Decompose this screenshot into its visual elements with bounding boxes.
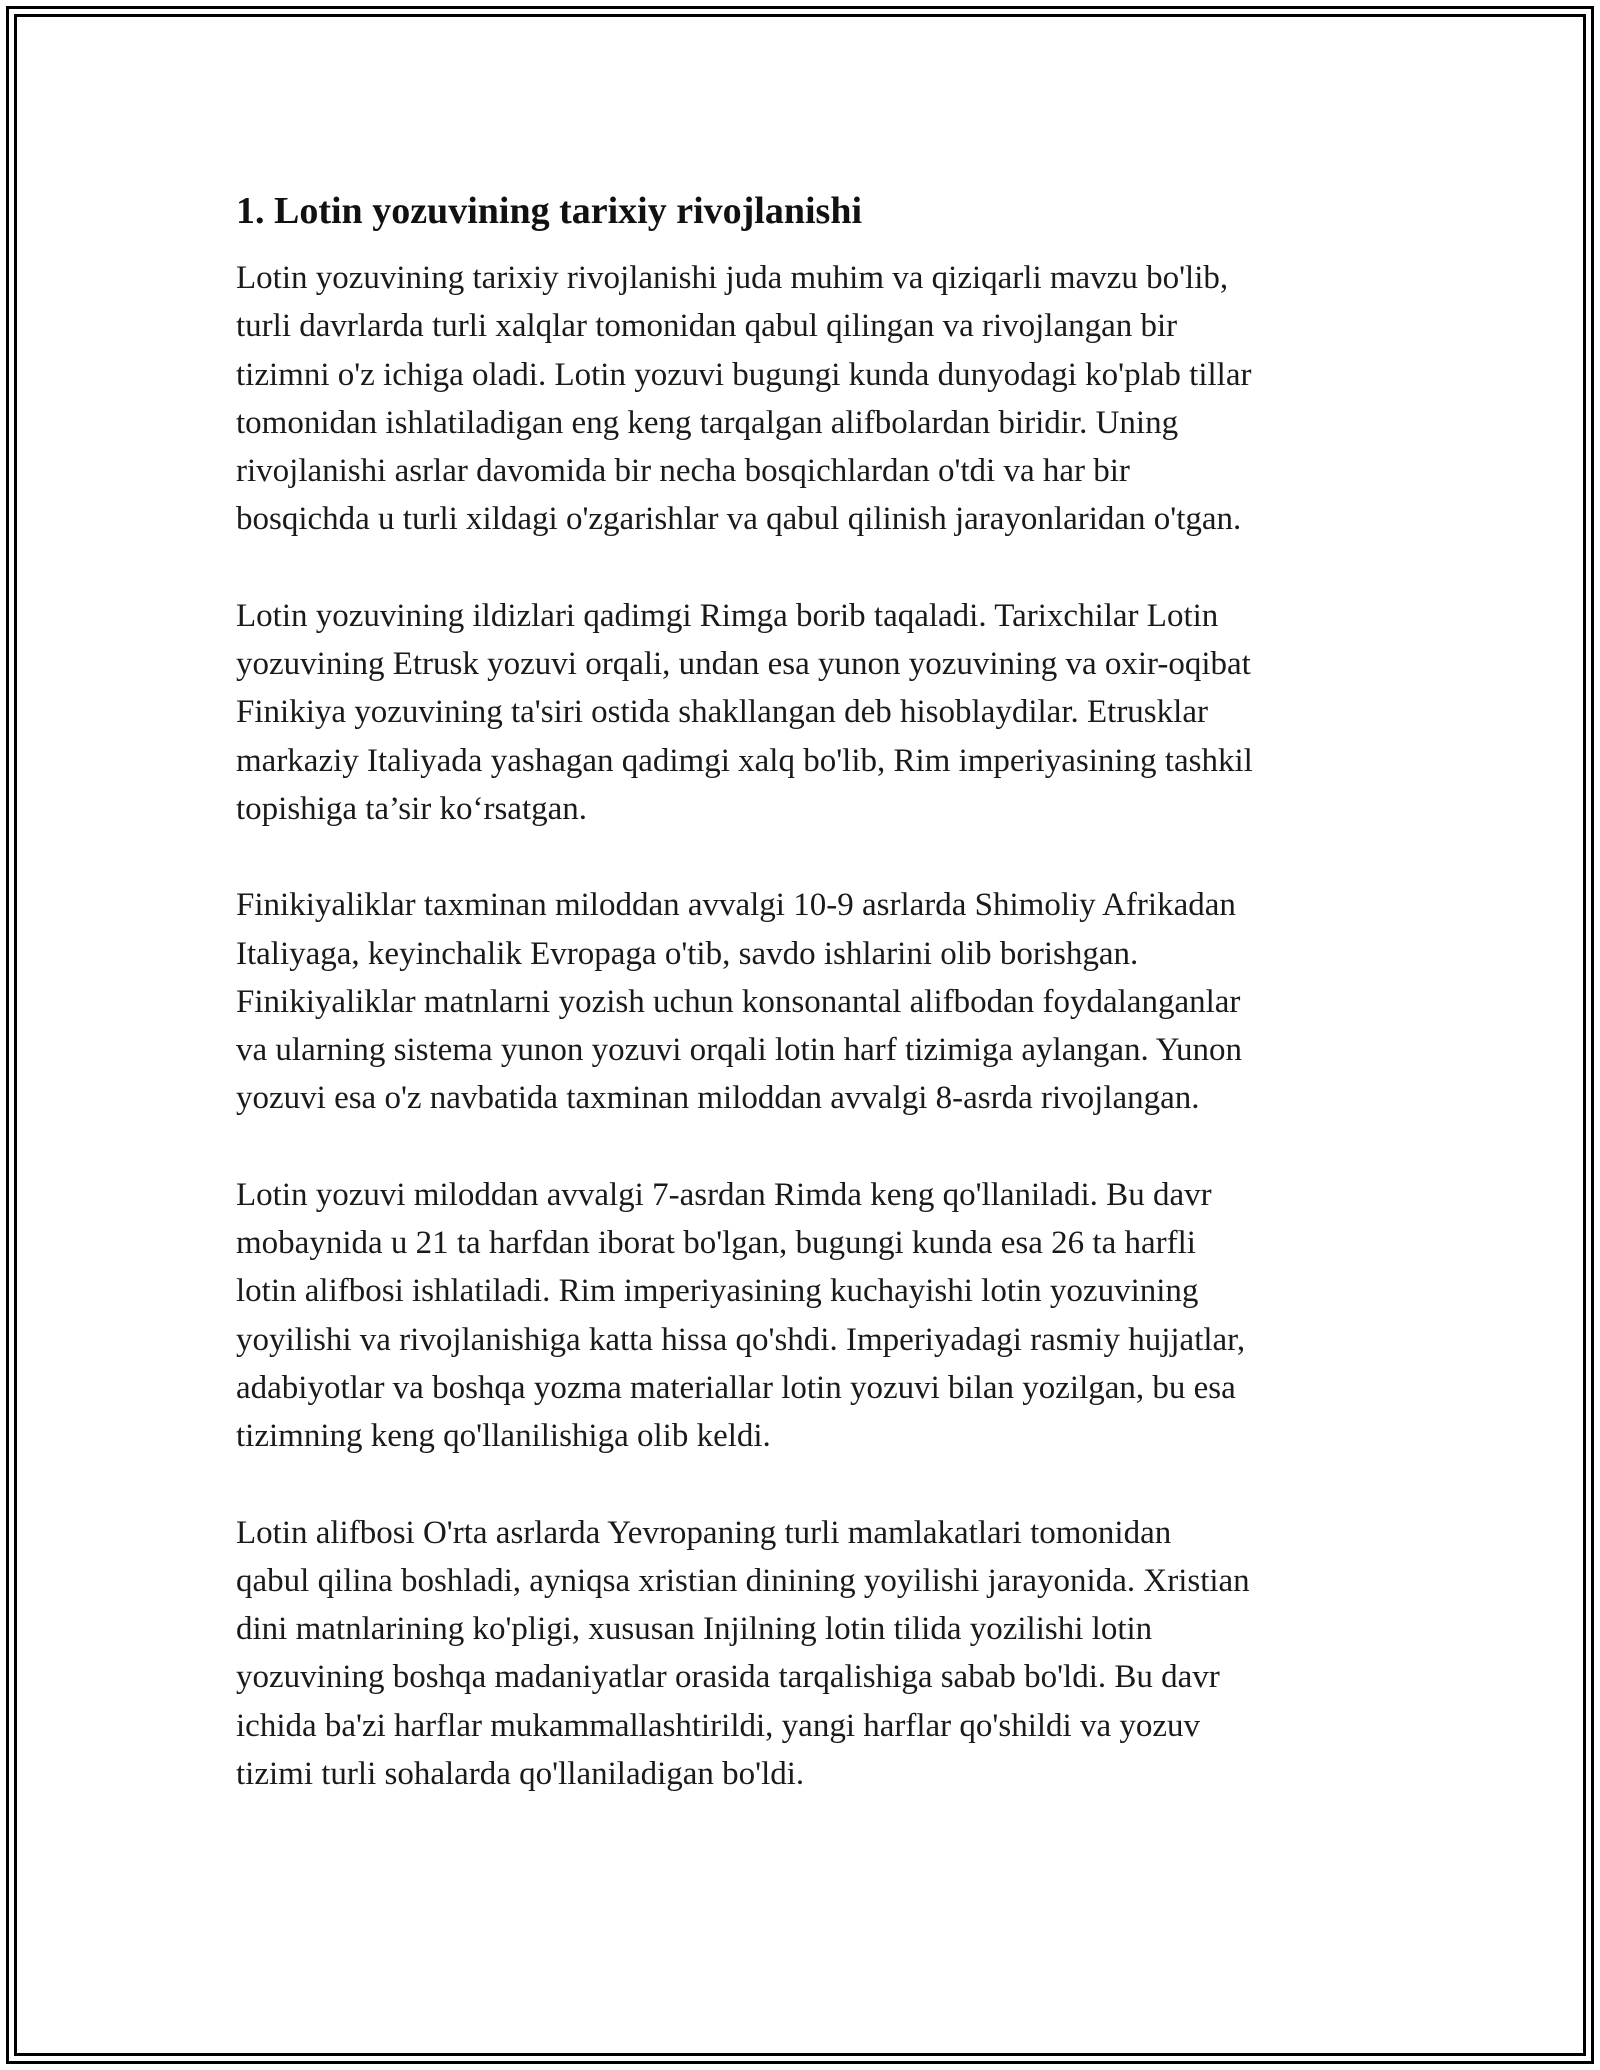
text-line: tizimning keng qo'llanilishiga olib keldi.: [236, 1418, 771, 1455]
text-line: Finikiyaliklar taxminan miloddan avvalgi 10-9 asrlarda Shimoliy Afrikadan: [236, 887, 1236, 924]
text-line: adabiyotlar va boshqa yozma materiallar lotin yozuvi bilan yozilgan, bu esa: [236, 1369, 1236, 1406]
text-line: Italiyaga, keyinchalik Evropaga o'tib, savdo ishlarini olib borishgan.: [236, 935, 1139, 972]
paragraph-3: [236, 881, 1376, 1122]
paragraph-4: [236, 1171, 1376, 1461]
text-line: Lotin yozuvining ildizlari qadimgi Rimga borib taqaladi. Tarixchilar Lotin: [236, 597, 1219, 634]
text-line: qabul qilina boshladi, ayniqsa xristian dinining yoyilishi jarayonida. Xristian: [236, 1562, 1250, 1599]
text-line: turli davrlarda turli xalqlar tomonidan qabul qilingan va rivojlangan bir: [236, 308, 1178, 345]
text-line: Finikiyaliklar matnlarni yozish uchun konsonantal alifbodan foydalanganlar: [236, 983, 1241, 1020]
text-line: yoyilishi va rivojlanishiga katta hissa qo'shdi. Imperiyadagi rasmiy hujjatlar,: [236, 1321, 1246, 1358]
text-line: dini matnlarining ko'pligi, xususan Injilning lotin tilida yozilishi lotin: [236, 1611, 1153, 1648]
text-line: bosqichda u turli xildagi o'zgarishlar va qabul qilinish jarayonlaridan o'tgan.: [236, 501, 1242, 538]
text-line: tizimi turli sohalarda qo'llaniladigan bo'ldi.: [236, 1756, 805, 1793]
text-line: yozuvining Etrusk yozuvi orqali, undan esa yunon yozuvining va oxir-oqibat: [236, 646, 1251, 683]
paragraph-5: [236, 1509, 1376, 1799]
text-line: Finikiya yozuvining ta'siri ostida shakllangan deb hisoblaydilar. Etrusklar: [236, 694, 1208, 731]
text-line: yozuvi esa o'z navbatida taxminan miloddan avvalgi 8-asrda rivojlangan.: [236, 1080, 1200, 1117]
paragraph-2: [236, 592, 1376, 833]
document-body: [236, 186, 1376, 1798]
text-line: markaziy Italiyada yashagan qadimgi xalq bo'lib, Rim imperiyasining tashkil: [236, 742, 1253, 779]
text-line: rivojlanishi asrlar davomida bir necha bosqichlardan o'tdi va har bir: [236, 453, 1130, 490]
text-line: Lotin yozuvi miloddan avvalgi 7-asrdan Rimda keng qo'llaniladi. Bu davr: [236, 1176, 1212, 1213]
text-line: topishiga ta’sir ko‘rsatgan.: [236, 790, 588, 827]
text-line: yozuvining boshqa madaniyatlar orasida tarqalishiga sabab bo'ldi. Bu davr: [236, 1659, 1220, 1696]
text-line: lotin alifbosi ishlatiladi. Rim imperiyasining kuchayishi lotin yozuvining: [236, 1273, 1199, 1310]
text-line: va ularning sistema yunon yozuvi orqali lotin harf tizimiga aylangan. Yunon: [236, 1032, 1242, 1069]
text-line: mobaynida u 21 ta harfdan iborat bo'lgan, bugungi kunda esa 26 ta harfli: [236, 1225, 1196, 1262]
text-line: Lotin yozuvining tarixiy rivojlanishi juda muhim va qiziqarli mavzu bo'lib,: [236, 260, 1229, 296]
text-line: tomonidan ishlatiladigan eng keng tarqalgan alifbolardan biridir. Uning: [236, 404, 1179, 441]
text-line: ichida ba'zi harflar mukammallashtirildi, yangi harflar qo'shildi va yozuv: [236, 1707, 1201, 1744]
section-title: 1. Lotin yozuvining tarixiy rivojlanishi: [236, 190, 863, 232]
text-line: Lotin alifbosi O'rta asrlarda Yevropaning turli mamlakatlari tomonidan: [236, 1514, 1172, 1551]
paragraph-1: [236, 254, 1376, 544]
text-line: tizimni o'z ichiga oladi. Lotin yozuvi bugungi kunda dunyodagi ko'plab tillar: [236, 356, 1252, 393]
